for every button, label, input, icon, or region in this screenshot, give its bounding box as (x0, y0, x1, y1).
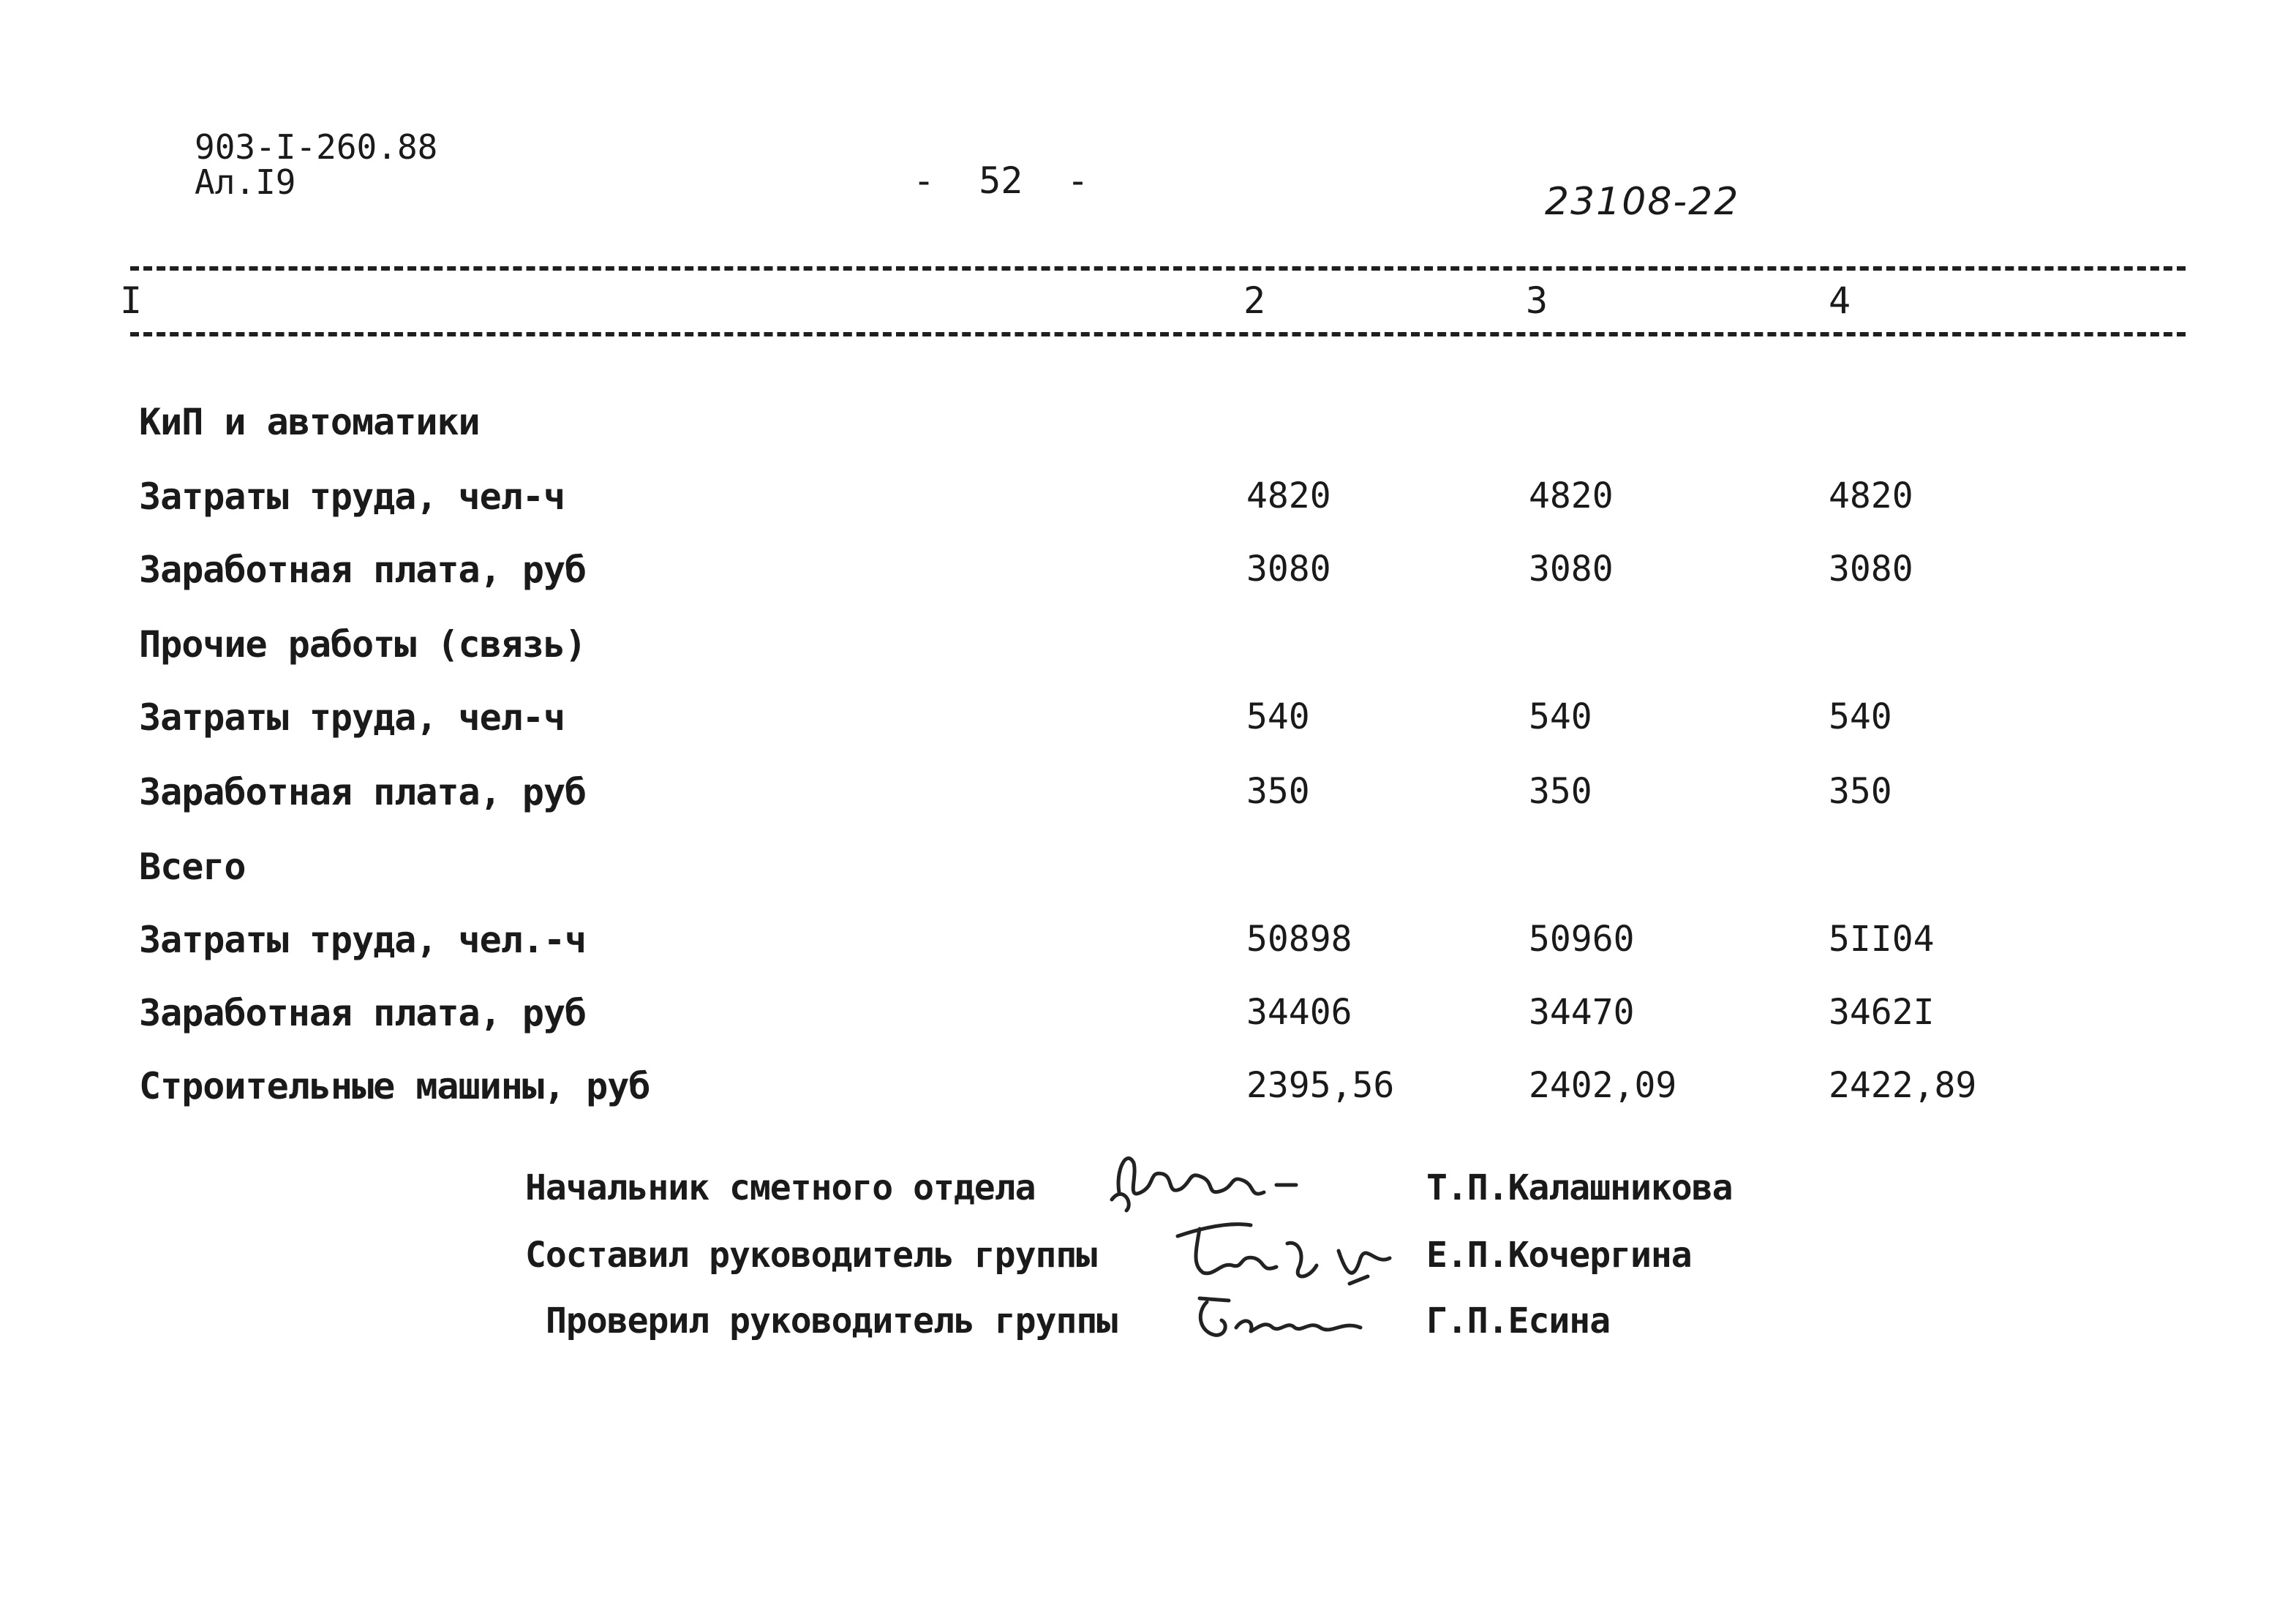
top-dashed-rule (130, 266, 2186, 271)
cell-col4: 4820 (1829, 475, 1913, 516)
cell-col4: 350 (1829, 771, 1892, 812)
cell-col2: 350 (1246, 771, 1310, 812)
table-row (0, 401, 2296, 467)
cell-col4: 3462I (1829, 992, 1935, 1033)
table-row (0, 1065, 2296, 1131)
cell-col3: 3080 (1529, 549, 1614, 590)
row-label: Заработная плата, руб (139, 992, 587, 1034)
sheet-number: Ал.I9 (195, 162, 296, 202)
signature-role-chief: Начальник сметного отдела (525, 1167, 1036, 1208)
cell-col3: 2402,09 (1529, 1065, 1677, 1106)
signature-name-checker: Г.П.Есина (1426, 1301, 1611, 1341)
row-label: Заработная плата, руб (139, 549, 587, 591)
handwritten-signature-checker (1185, 1287, 1375, 1353)
cell-col4: 540 (1829, 696, 1892, 737)
row-label: Всего (139, 846, 246, 888)
signature-name-author: Е.П.Кочергина (1426, 1235, 1692, 1276)
cell-col3: 4820 (1529, 475, 1614, 516)
bottom-dashed-rule (130, 332, 2186, 336)
row-label: Затраты труда, чел-ч (139, 475, 565, 518)
table-row (0, 549, 2296, 614)
column-header-1: I (120, 279, 143, 322)
signature-name-chief: Т.П.Калашникова (1426, 1167, 1733, 1208)
row-label: Затраты труда, чел.-ч (139, 919, 587, 961)
table-row (0, 846, 2296, 911)
table-row (0, 623, 2296, 689)
cell-col2: 4820 (1246, 475, 1331, 516)
handwritten-signature-author (1170, 1214, 1404, 1295)
column-header-2: 2 (1243, 279, 1266, 322)
signature-role-checker: Проверил руководитель группы (546, 1301, 1118, 1341)
row-label: Строительные машины, руб (139, 1065, 650, 1107)
row-label: Затраты труда, чел-ч (139, 696, 565, 739)
cell-col2: 540 (1246, 696, 1310, 737)
table-row (0, 475, 2296, 541)
cell-col4: 5II04 (1829, 919, 1935, 960)
cell-col3: 34470 (1529, 992, 1635, 1033)
document-code: 903-I-260.88 (195, 127, 438, 167)
archive-number: 23108-22 (1545, 180, 1740, 224)
cell-col4: 3080 (1829, 549, 1913, 590)
cell-col2: 34406 (1246, 992, 1352, 1033)
table-row (0, 696, 2296, 762)
cell-col2: 50898 (1246, 919, 1352, 960)
handwritten-signature-chief (1104, 1141, 1324, 1222)
table-row (0, 992, 2296, 1058)
cell-col3: 50960 (1529, 919, 1635, 960)
cell-col2: 3080 (1246, 549, 1331, 590)
table-row (0, 919, 2296, 985)
row-label: КиП и автоматики (139, 401, 480, 443)
signature-role-author: Составил руководитель группы (525, 1235, 1097, 1276)
row-label: Прочие работы (связь) (139, 623, 587, 666)
row-label: Заработная плата, руб (139, 771, 587, 813)
table-row (0, 771, 2296, 837)
cell-col4: 2422,89 (1829, 1065, 1977, 1106)
column-header-3: 3 (1526, 279, 1548, 322)
page-number: - 52 - (913, 159, 1089, 202)
column-header-4: 4 (1829, 279, 1851, 322)
cell-col3: 540 (1529, 696, 1592, 737)
cell-col2: 2395,56 (1246, 1065, 1395, 1106)
cell-col3: 350 (1529, 771, 1592, 812)
